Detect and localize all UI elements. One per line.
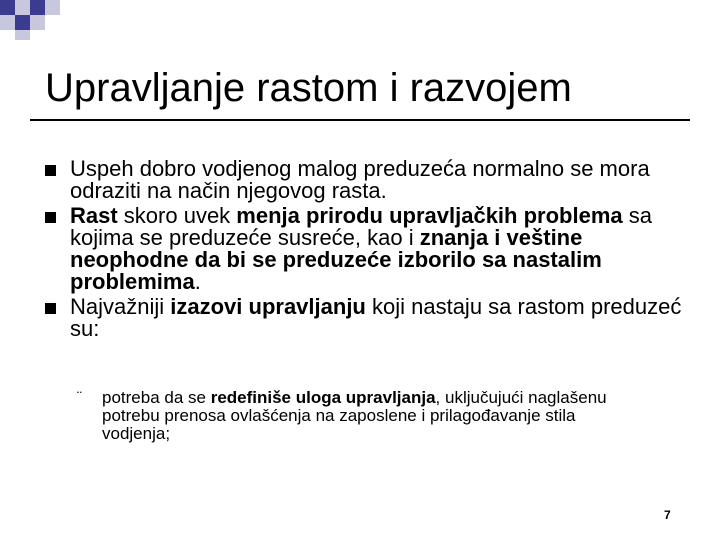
bullet-text: . bbox=[194, 269, 201, 294]
bullet-text-bold: menja prirodu upravljačkih problema bbox=[236, 203, 623, 228]
deco-square-dark bbox=[0, 0, 15, 15]
bullet-item bbox=[0, 205, 692, 293]
bullet-marker-icon bbox=[45, 303, 56, 314]
sub-bullet-marker-icon: ¨ bbox=[77, 389, 82, 406]
sub-bullet-text-bold: redefiniše uloga upravljanja bbox=[210, 388, 436, 407]
title-underline bbox=[30, 119, 690, 121]
page-number: 7 bbox=[664, 508, 671, 522]
bullet-text: skoro uvek bbox=[117, 203, 237, 228]
bullet-text: sa kojima se preduzeće susreće, kao i bbox=[70, 203, 652, 250]
bullet-item bbox=[0, 296, 692, 340]
sub-bullet-text: potreba da se bbox=[102, 388, 211, 407]
deco-square-light bbox=[15, 30, 30, 40]
deco-square-dark bbox=[30, 0, 45, 15]
bullet-text-bold: znanja i veštine neophodne da bi se preduzeće izborilo sa nastalim problemima bbox=[70, 225, 602, 294]
bullet-text: koji nastaju sa rastom preduzeć su: bbox=[70, 294, 682, 341]
deco-square-light bbox=[15, 0, 30, 15]
slide-title: Upravljanje rastom i razvojem bbox=[45, 66, 572, 110]
bullet-text: Najvažniji bbox=[70, 294, 171, 319]
deco-square-light bbox=[30, 15, 45, 30]
bullet-marker-icon bbox=[45, 165, 56, 176]
deco-square-light bbox=[45, 0, 60, 15]
deco-square-dark bbox=[15, 15, 30, 30]
bullet-item bbox=[0, 158, 692, 202]
bullet-marker-icon bbox=[45, 212, 56, 223]
bullet-list bbox=[0, 158, 692, 343]
corner-decoration bbox=[0, 0, 720, 40]
bullet-text: Uspeh dobro vodjenog malog preduzeća normalno se mora odraziti na način njegovog rasta. bbox=[70, 156, 650, 203]
bullet-text-bold: Rast bbox=[70, 203, 118, 228]
sub-bullet-text: , uključujući naglašenu potrebu prenosa ovlašćenja na zaposlene i prilagođavanje stila vodjenja; bbox=[102, 388, 607, 443]
deco-square-light bbox=[0, 15, 15, 30]
bullet-text-bold: izazovi upravljanju bbox=[170, 294, 366, 319]
sub-bullet-item bbox=[0, 389, 622, 443]
